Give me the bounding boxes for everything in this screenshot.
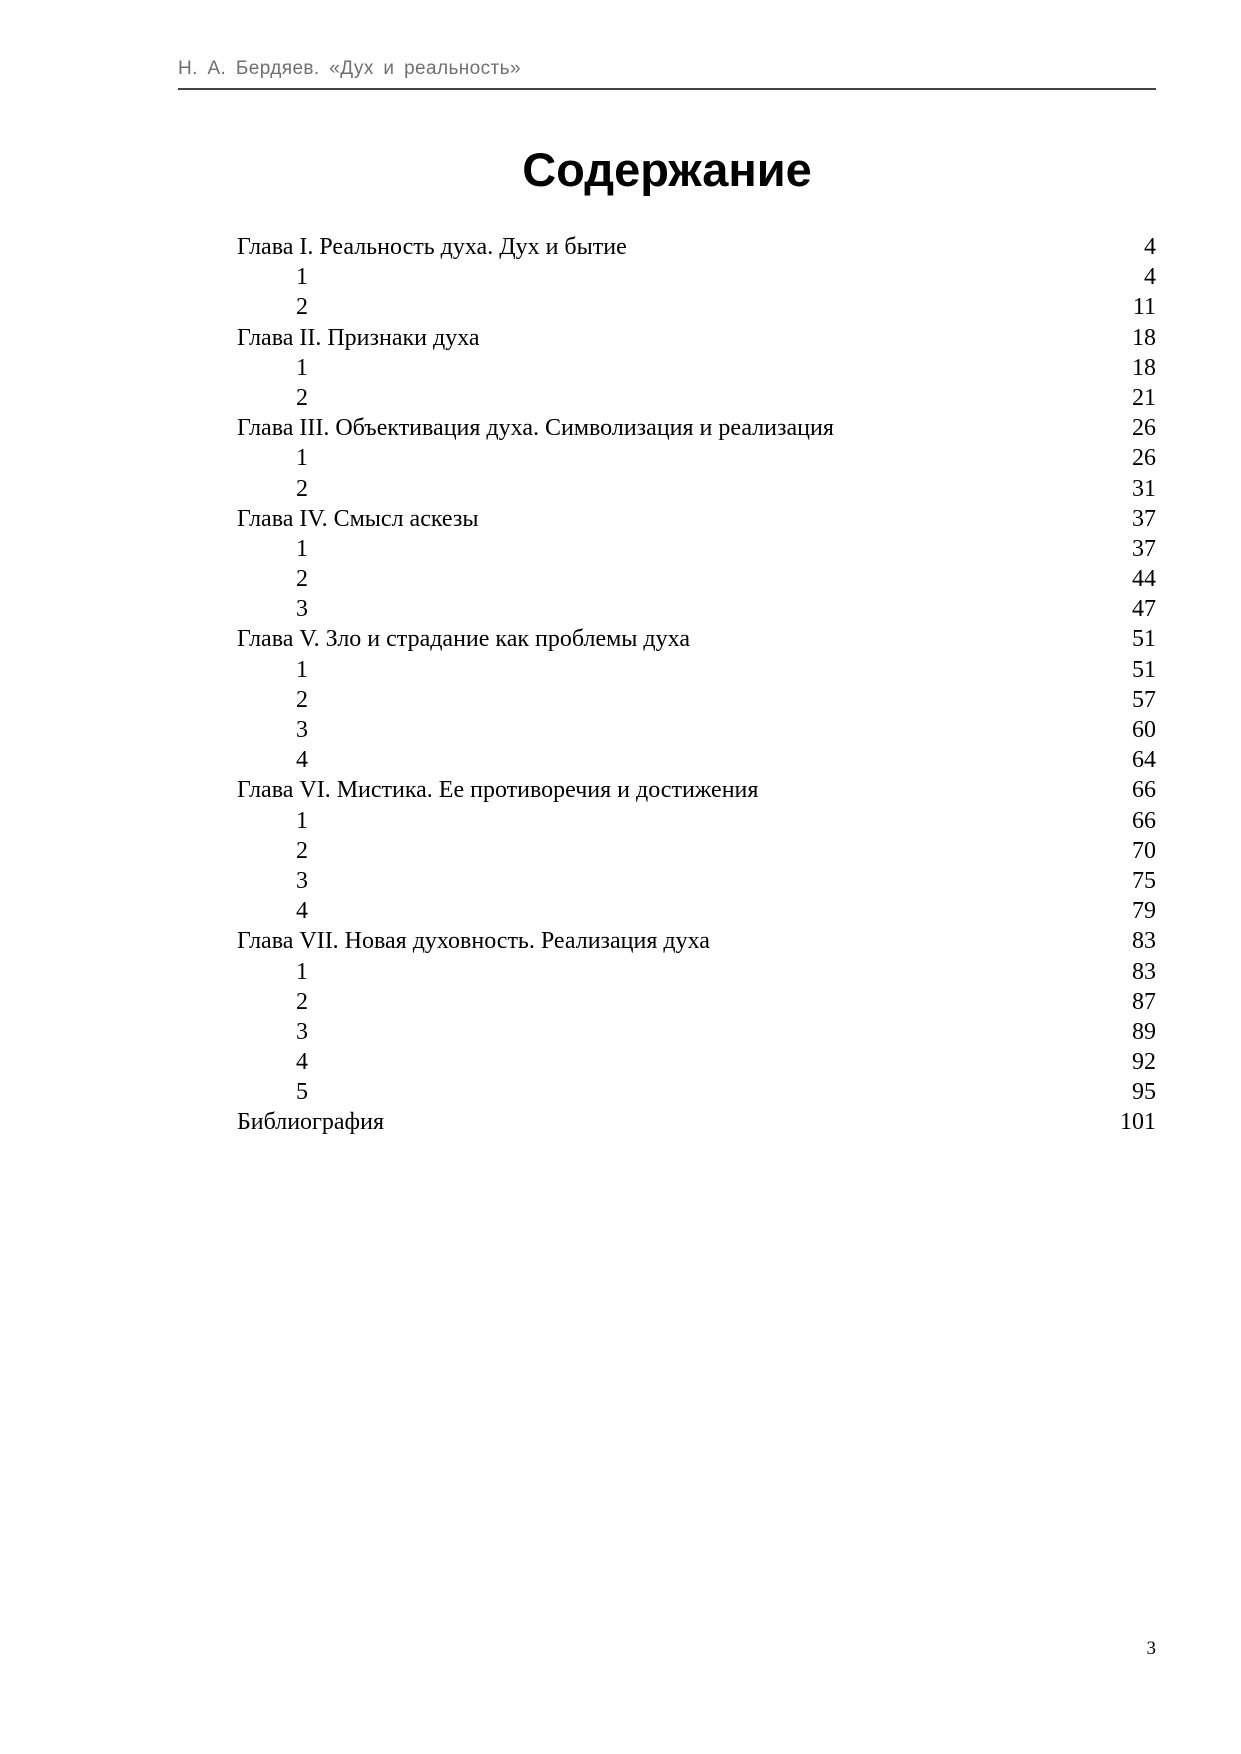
toc-entry-page: 18 [1132,354,1156,381]
toc-entry-label: 1 [296,354,308,381]
toc-entry-page: 37 [1132,535,1156,562]
toc-entry-page: 47 [1132,596,1156,623]
toc-entry-label: 2 [296,566,308,593]
toc-entry[interactable] [237,534,1156,564]
toc-entry-page: 18 [1132,324,1156,351]
toc-entry[interactable] [237,232,1156,262]
toc-entry-page: 57 [1132,686,1156,713]
toc-entry-label: 3 [296,867,308,894]
toc-entry-label: 3 [296,717,308,743]
toc-entry-page: 83 [1132,928,1156,955]
toc-entry-label: Глава III. Объективация духа. Символизация и реализация [237,415,834,442]
toc-entry[interactable] [237,1077,1156,1107]
toc-entry-label: 4 [296,747,308,774]
toc-entry-label: 1 [296,958,308,985]
toc-entry-page: 11 [1132,294,1156,321]
toc-entry-page: 92 [1132,1049,1156,1076]
toc-entry-page: 21 [1132,384,1156,411]
toc-entry-page: 31 [1132,475,1156,502]
toc-entry-label: 1 [296,264,308,291]
toc-entry-page: 95 [1132,1079,1156,1106]
toc-entry-page: 83 [1132,958,1156,985]
toc-entry[interactable] [237,775,1156,805]
toc-entry[interactable] [237,1047,1156,1077]
toc-entry[interactable] [237,624,1156,654]
toc-entry[interactable] [237,564,1156,594]
toc-entry-label: 2 [296,475,308,502]
toc-entry-page: 51 [1132,626,1156,653]
toc-entry-page: 101 [1120,1109,1156,1136]
toc-entry[interactable] [237,353,1156,383]
toc-entry[interactable] [237,987,1156,1017]
toc-entry-page: 66 [1132,777,1156,804]
toc-entry-page: 70 [1132,837,1156,864]
toc-entry-page: 51 [1132,656,1156,683]
toc-entry[interactable] [237,715,1156,745]
toc-entry-page: 26 [1132,445,1156,472]
toc-entry-label: 3 [296,596,308,623]
toc-entry-label: 4 [296,1049,308,1076]
toc-entry[interactable] [237,836,1156,866]
toc-entry-label: Глава I. Реальность духа. Дух и бытие [237,234,627,260]
toc-entry-page: 4 [1144,234,1156,260]
toc-entry[interactable] [237,292,1156,322]
toc-entry[interactable] [237,745,1156,775]
toc-entry-label: Глава VII. Новая духовность. Реализация духа [237,928,710,955]
table-of-contents [237,232,1156,1138]
toc-entry-label: 1 [296,535,308,562]
toc-entry[interactable] [237,262,1156,292]
toc-entry-page: 60 [1132,717,1156,743]
toc-entry[interactable] [237,443,1156,473]
toc-entry-label: 2 [296,686,308,713]
toc-entry[interactable] [237,806,1156,836]
header-divider [178,88,1156,90]
toc-entry[interactable] [237,474,1156,504]
toc-entry-label: 1 [296,445,308,472]
page-number: 3 [1146,1638,1156,1659]
toc-entry[interactable] [237,896,1156,926]
toc-entry-label: Библиография [237,1109,384,1136]
toc-entry-page: 66 [1132,807,1156,834]
toc-entry[interactable] [237,957,1156,987]
toc-entry[interactable] [237,413,1156,443]
toc-entry[interactable] [237,594,1156,624]
toc-entry[interactable] [237,685,1156,715]
toc-entry-page: 79 [1132,898,1156,925]
toc-entry[interactable] [237,383,1156,413]
toc-entry-label: 1 [296,807,308,834]
toc-entry-label: 2 [296,837,308,864]
toc-entry-label: 3 [296,1018,308,1045]
toc-entry-page: 89 [1132,1018,1156,1045]
running-header: Н. А. Бердяев. «Дух и реальность» [178,58,521,79]
toc-entry-label: 1 [296,656,308,683]
page-title: Содержание [522,143,812,196]
toc-entry-label: Глава II. Признаки духа [237,324,480,351]
toc-entry-label: Глава V. Зло и страдание как проблемы духа [237,626,690,653]
toc-entry[interactable] [237,504,1156,534]
toc-entry-page: 64 [1132,747,1156,774]
toc-entry-label: Глава IV. Смысл аскезы [237,505,479,532]
toc-entry-label: 2 [296,384,308,411]
toc-entry-page: 37 [1132,505,1156,532]
toc-entry-page: 87 [1132,988,1156,1015]
toc-entry-label: 5 [296,1079,308,1106]
toc-entry-label: 2 [296,294,308,321]
toc-entry[interactable] [237,323,1156,353]
toc-entry-page: 75 [1132,867,1156,894]
toc-entry-page: 4 [1144,264,1156,291]
toc-entry[interactable] [237,1107,1156,1137]
toc-entry[interactable] [237,655,1156,685]
toc-entry[interactable] [237,866,1156,896]
toc-entry-page: 44 [1132,566,1156,593]
toc-entry-label: 4 [296,898,308,925]
toc-entry-label: Глава VI. Мистика. Ее противоречия и достижения [237,777,759,804]
toc-entry-label: 2 [296,988,308,1015]
toc-entry-page: 26 [1132,415,1156,442]
toc-entry[interactable] [237,1017,1156,1047]
toc-entry[interactable] [237,926,1156,956]
